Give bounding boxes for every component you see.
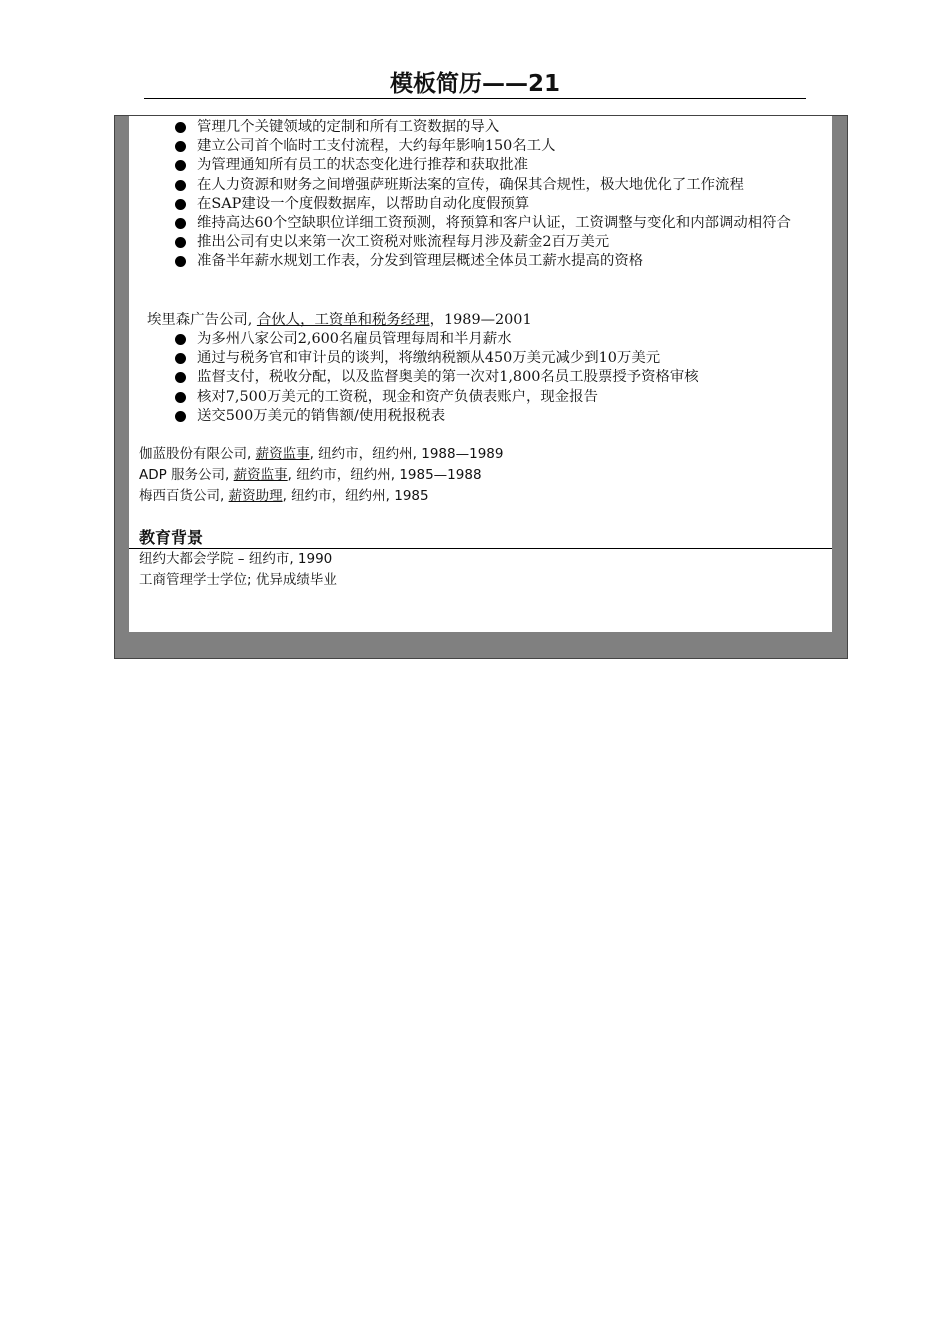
education-school: 纽约大都会学院 – 纽约市, 1990 — [139, 551, 333, 567]
education-degree: 工商管理学士学位; 优异成绩毕业 — [139, 572, 337, 588]
other-job-3 — [139, 487, 429, 506]
job1-bullet-list — [173, 118, 832, 272]
list-item: 在人力资源和财务之间增强萨班斯法案的宣传，确保其合规性，极大地优化了工作流程 — [173, 176, 832, 195]
job2-bullet-list — [173, 330, 832, 426]
other-job-company: 梅西百货公司, — [139, 488, 229, 504]
other-job-1 — [139, 445, 503, 464]
job2-header — [147, 311, 532, 330]
title-divider — [144, 98, 806, 99]
education-heading: 教育背景 — [139, 528, 204, 547]
resume-content — [129, 116, 832, 632]
job2-role: 合伙人，工资单和税务经理 — [256, 312, 430, 328]
list-item: 送交500万美元的销售额/使用税报税表 — [173, 407, 832, 426]
resume-frame — [114, 115, 848, 659]
list-item: 管理几个关键领域的定制和所有工资数据的导入 — [173, 118, 832, 137]
list-item: 维持高达60个空缺职位详细工资预测，将预算和客户认证，工资调整与变化和内部调动相符合 — [173, 214, 832, 233]
list-item: 监督支付，税收分配，以及监督奥美的第一次对1,800名员工股票授予资格审核 — [173, 368, 832, 387]
other-job-role: 薪资监事 — [255, 446, 310, 462]
other-job-role: 薪资助理 — [228, 488, 283, 504]
other-job-company: ADP 服务公司, — [139, 467, 234, 483]
education-divider — [129, 548, 832, 549]
job2-company: 埃里森广告公司, — [147, 312, 253, 328]
other-job-details: , 纽约市，纽约州, 1988—1989 — [309, 446, 504, 462]
list-item: 核对7,500万美元的工资税，现金和资产负债表账户，现金报告 — [173, 388, 832, 407]
list-item: 在SAP建设一个度假数据库，以帮助自动化度假预算 — [173, 195, 832, 214]
list-item: 建立公司首个临时工支付流程，大约每年影响150名工人 — [173, 137, 832, 156]
list-item: 推出公司有史以来第一次工资税对账流程每月涉及薪金2百万美元 — [173, 233, 832, 252]
job2-period: ，1989—2001 — [429, 312, 532, 328]
other-job-details: , 纽约市，纽约州, 1985 — [282, 488, 429, 504]
list-item: 通过与税务官和审计员的谈判，将缴纳税额从450万美元减少到10万美元 — [173, 349, 832, 368]
list-item: 准备半年薪水规划工作表，分发到管理层概述全体员工薪水提高的资格 — [173, 252, 832, 271]
other-job-company: 伽蓝股份有限公司, — [139, 446, 256, 462]
page-title: 模板简历——21 — [389, 71, 560, 97]
list-item: 为管理通知所有员工的状态变化进行推荐和获取批准 — [173, 156, 832, 175]
list-item: 为多州八家公司2,600名雇员管理每周和半月薪水 — [173, 330, 832, 349]
other-job-role: 薪资监事 — [233, 467, 288, 483]
other-job-details: , 纽约市，纽约州, 1985—1988 — [287, 467, 482, 483]
other-job-2 — [139, 466, 482, 485]
